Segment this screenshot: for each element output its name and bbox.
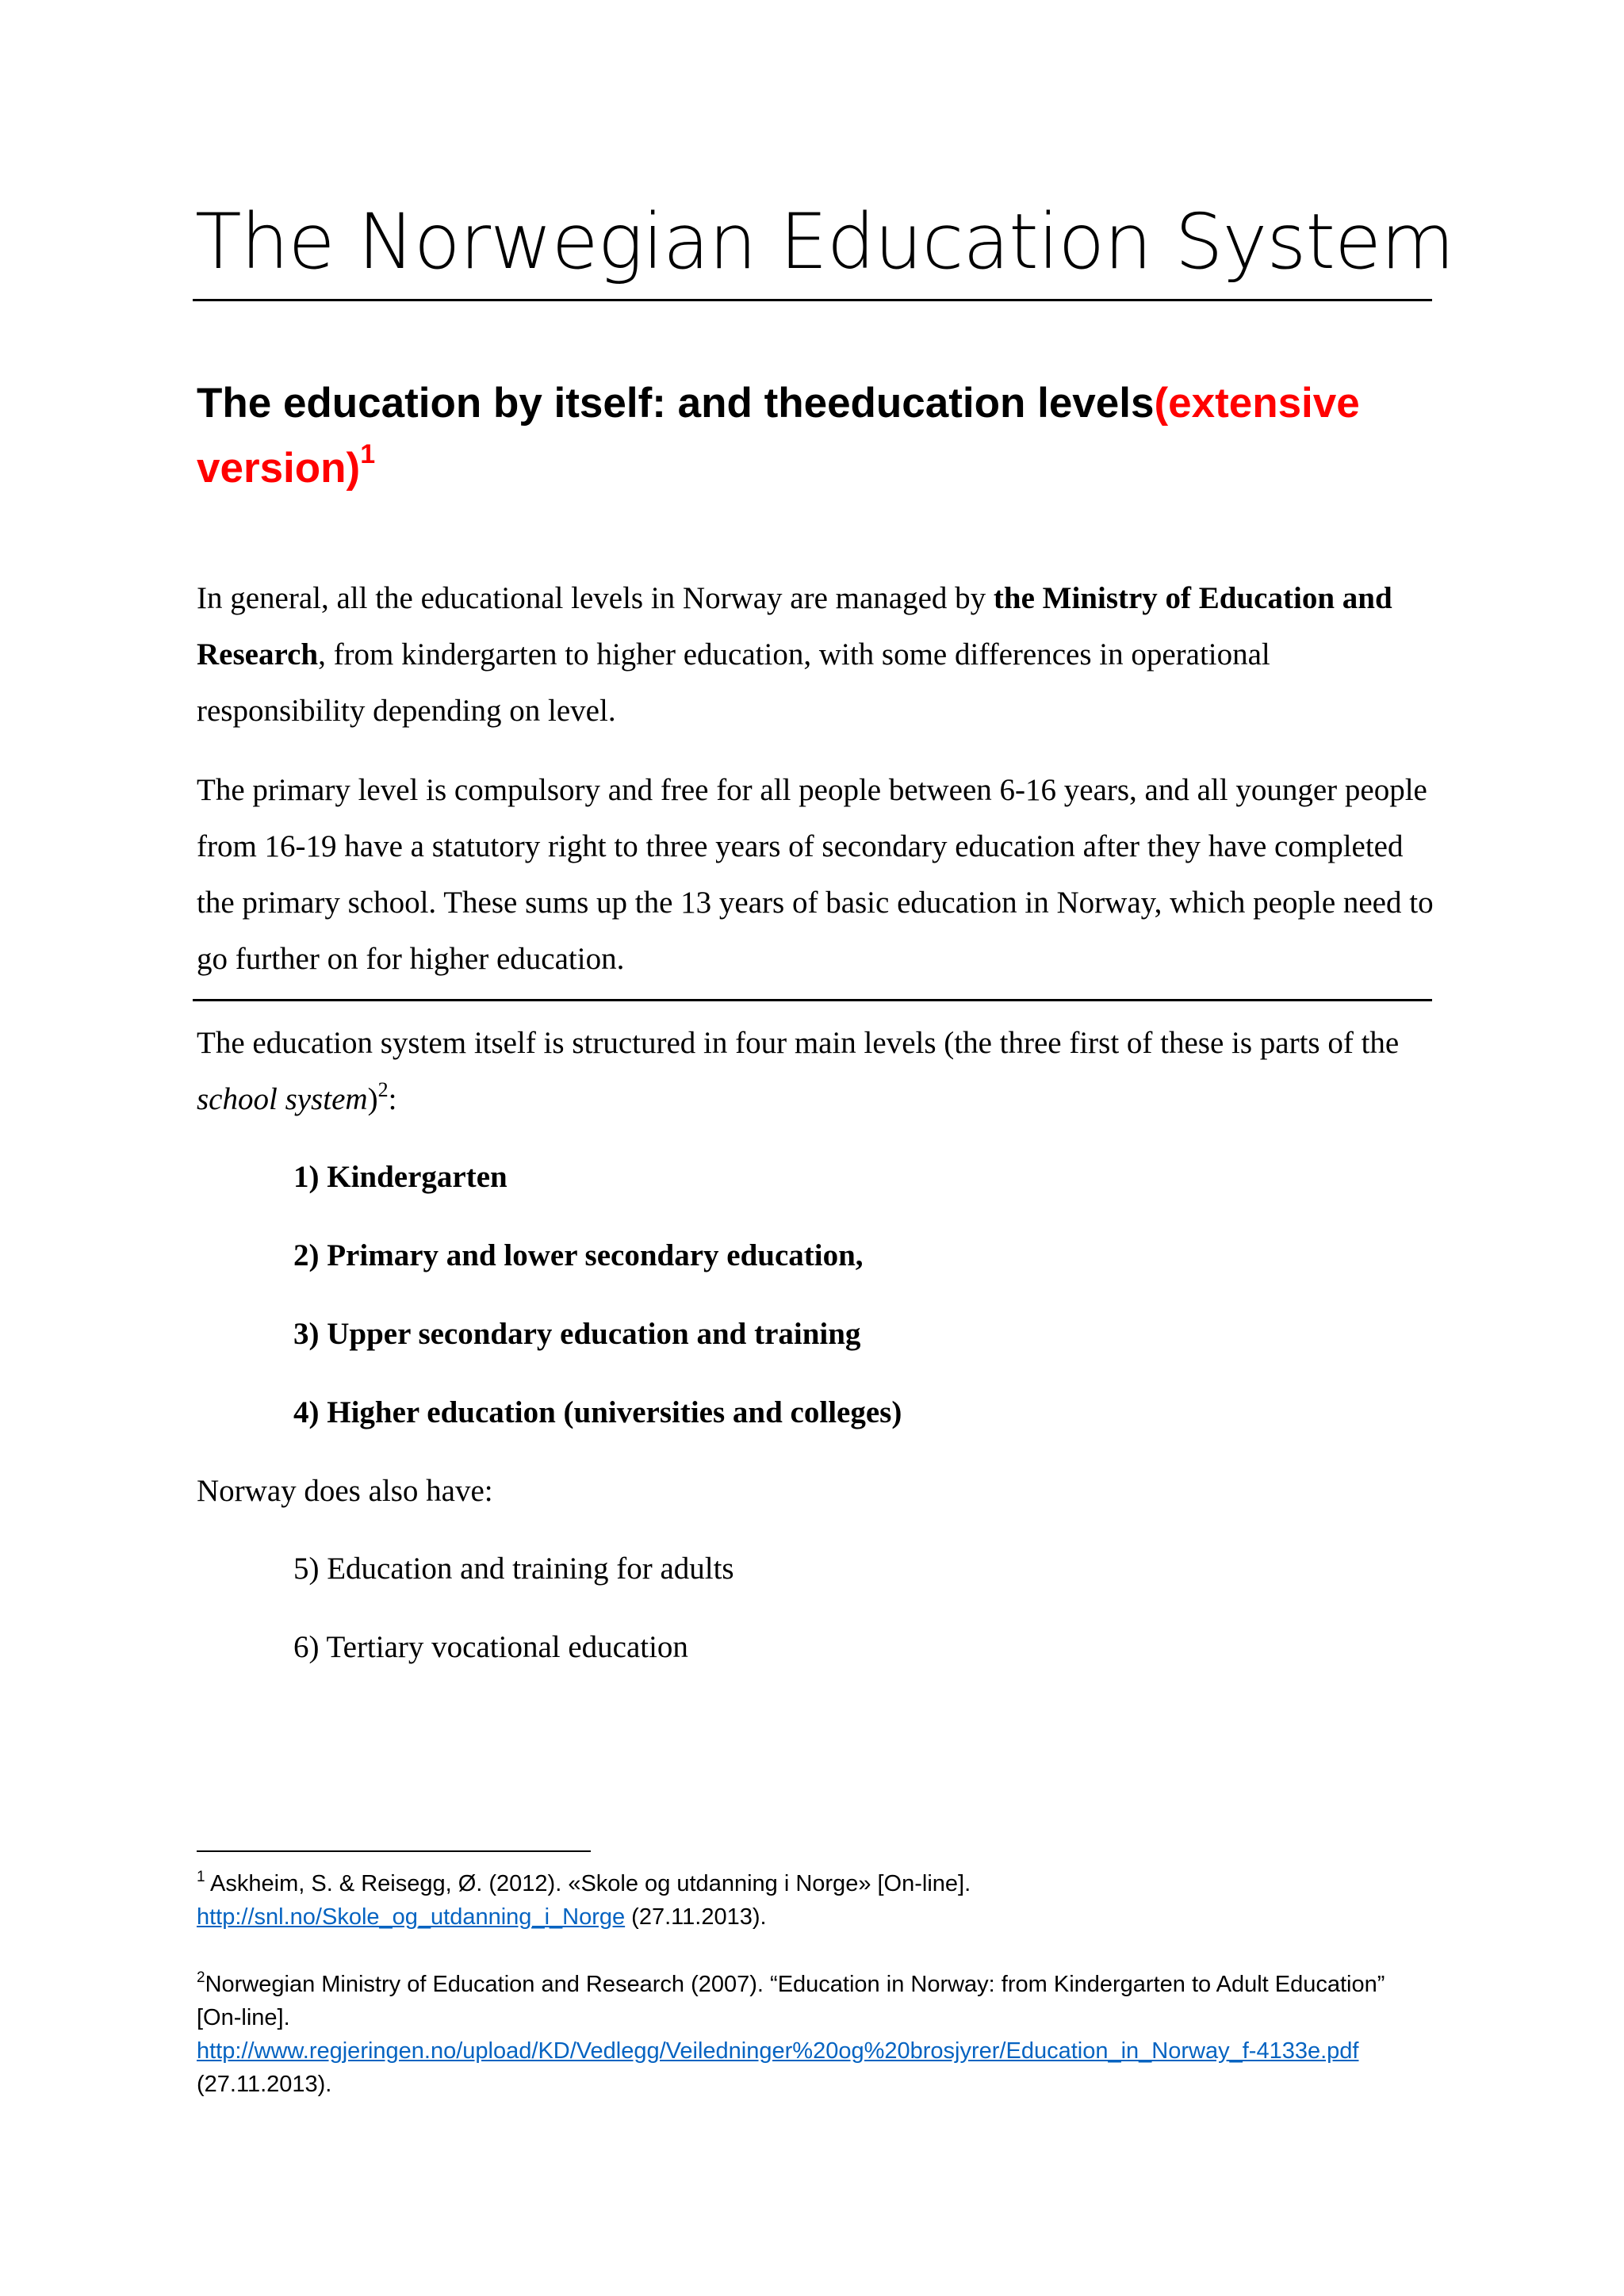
- level-item-2: 2) Primary and lower secondary education,: [293, 1238, 864, 1272]
- page-title: The Norwegian Education System: [195, 197, 1454, 286]
- section-heading: [197, 371, 1434, 501]
- paragraph-intro-text-1: In general, all the educational levels in Norway are managed by: [197, 581, 994, 615]
- footnote-separator: [197, 1850, 591, 1852]
- ministry-name: the Ministry of Education and Research: [197, 581, 1392, 672]
- section-heading-main: The education by itself: and theeducation levels: [197, 380, 1155, 427]
- paragraph-intro: [197, 570, 1442, 739]
- level-item-4: 4) Higher education (universities and colleges): [293, 1395, 902, 1429]
- paragraph-structure: [197, 1015, 1442, 1127]
- footnote-1: [197, 1867, 1434, 1934]
- footnote-2-text: Norwegian Ministry of Education and Research (2007). “Education in Norway: from Kindergarten to Adult Education” [On-line].: [197, 1972, 1385, 2030]
- footnote-2-link[interactable]: http://www.regjeringen.no/upload/KD/Vedlegg/Veiledninger%20og%20brosjyrer/Education_in_Norway_f-4133e.pdf: [197, 2038, 1359, 2064]
- section-divider: [193, 999, 1432, 1001]
- title-divider: [193, 299, 1432, 301]
- extra-level-item-5: 5) Education and training for adults: [293, 1552, 734, 1586]
- paragraph-intro-text-2: , from kindergarten to higher education, with some differences in operational responsibility depending on level.: [197, 637, 1270, 728]
- footnote-1-text: Askheim, S. & Reisegg, Ø. (2012). «Skole og utdanning i Norge» [On-line].: [205, 1871, 971, 1896]
- footnote-2: [197, 1968, 1434, 2101]
- level-item-3: 3) Upper secondary education and training: [293, 1317, 861, 1351]
- extra-level-item-6: 6) Tertiary vocational education: [293, 1630, 688, 1664]
- school-system-term: school system: [197, 1082, 368, 1116]
- footnote-2-number: 2: [197, 1969, 205, 1986]
- footnote-1-link[interactable]: http://snl.no/Skole_og_utdanning_i_Norge: [197, 1904, 626, 1930]
- paragraph-structure-text-3: :: [388, 1082, 397, 1116]
- paragraph-structure-text-2: ): [367, 1082, 378, 1116]
- footnote-ref-2[interactable]: 2: [377, 1078, 389, 1101]
- footnote-1-date: (27.11.2013).: [625, 1904, 767, 1930]
- footnote-1-number: 1: [197, 1869, 205, 1885]
- level-item-1: 1) Kindergarten: [293, 1160, 508, 1194]
- section-heading-red: (extensive version): [197, 380, 1360, 492]
- also-label: Norway does also have:: [197, 1474, 493, 1508]
- footnote-2-date: (27.11.2013).: [197, 2072, 332, 2097]
- paragraph-structure-text-1: The education system itself is structured in four main levels (the three first of these is parts of the: [197, 1026, 1400, 1060]
- footnote-ref-1[interactable]: 1: [360, 439, 376, 469]
- paragraph-primary-level: The primary level is compulsory and free for all people between 6-16 years, and all younger people from 16-19 have a statutory right to three years of secondary education after they have completed the primary school. These sums up the 13 years of basic education in Norway, which people need to go further on for higher education.: [197, 773, 1434, 976]
